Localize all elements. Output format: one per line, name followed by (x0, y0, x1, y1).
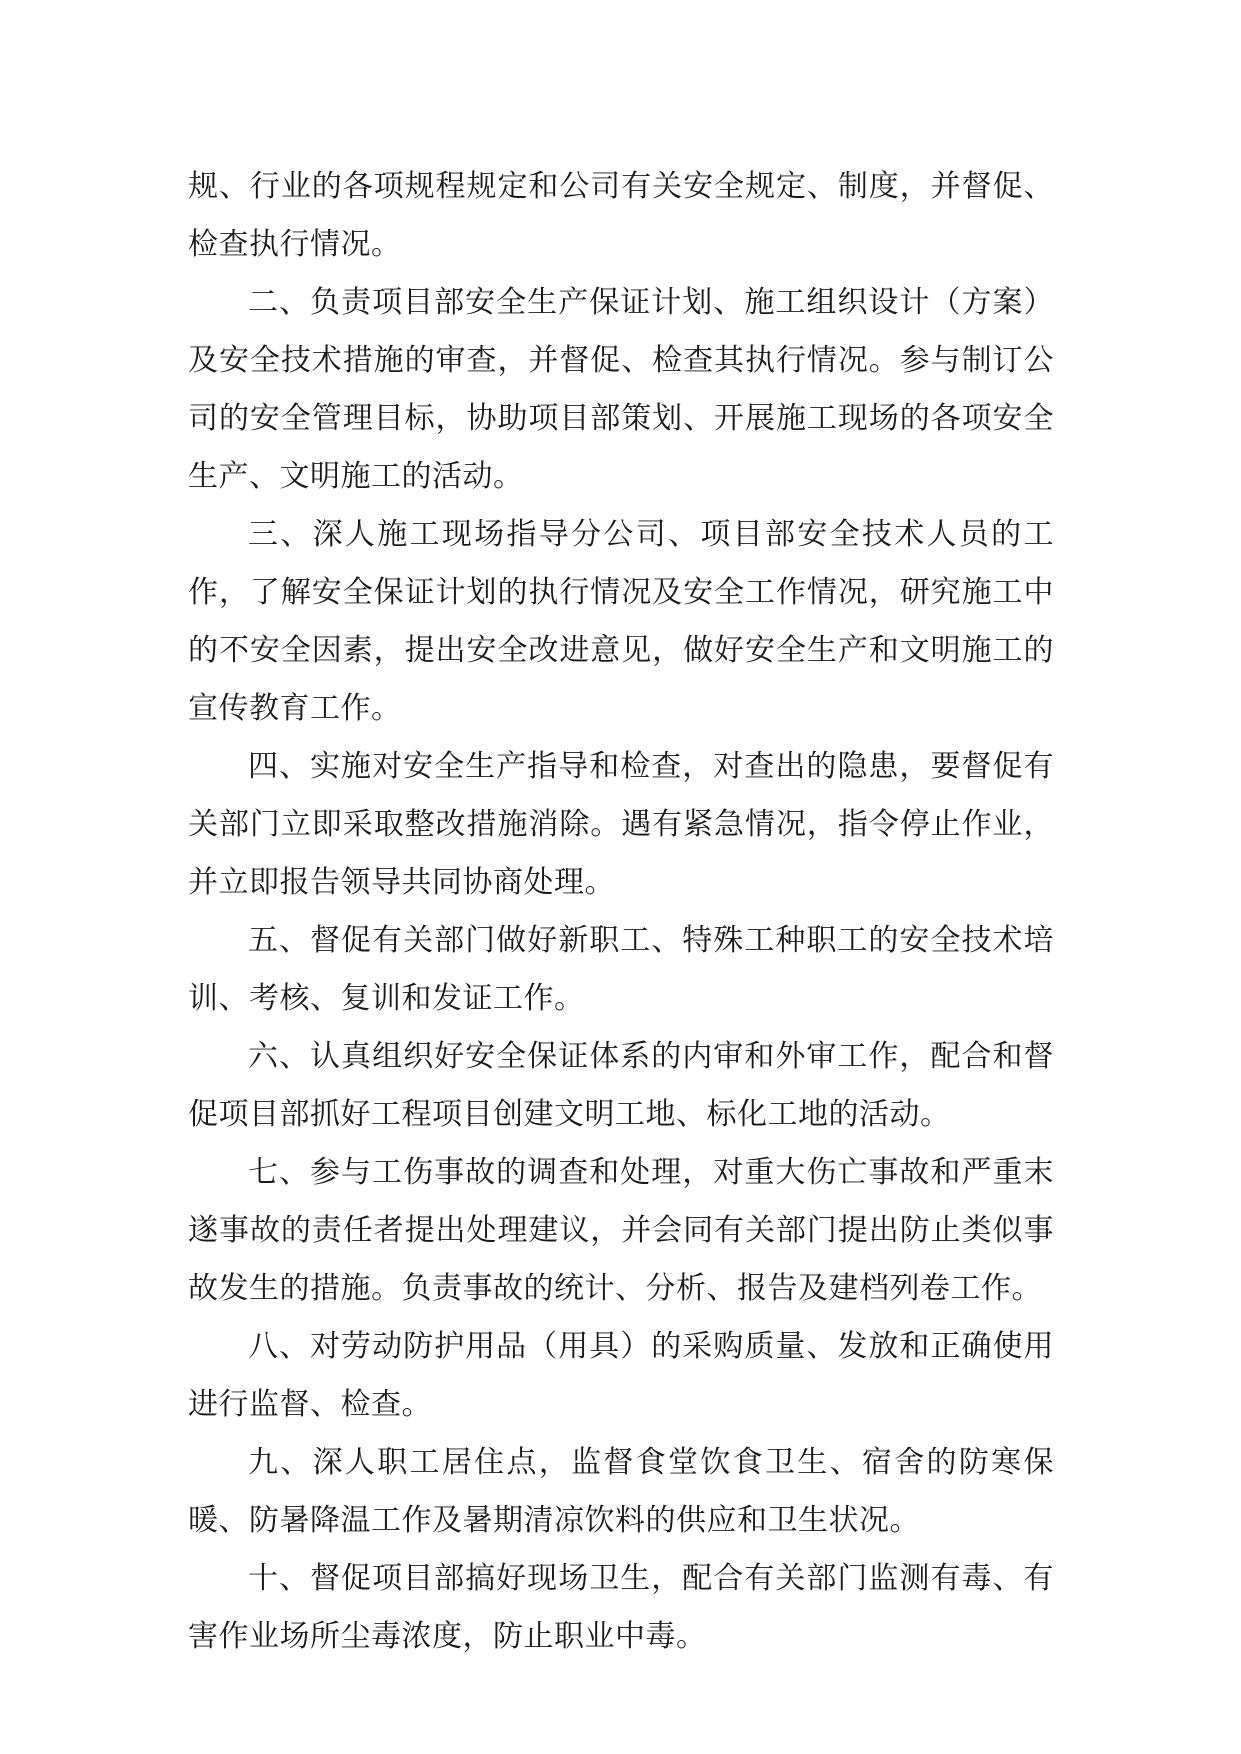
paragraph-item-5: 五、督促有关部门做好新职工、特殊工种职工的安全技术培训、考核、复训和发证工作。 (188, 923, 1054, 1016)
paragraph-item-9: 九、深人职工居住点，监督食堂饮食卫生、宿舍的防寒保暖、防暑降温工作及暑期清凉饮料的供应和卫生状况。 (188, 1445, 1054, 1538)
paragraph-item-8: 八、对劳动防护用品（用具）的采购质量、发放和正确使用进行监督、检查。 (188, 1329, 1054, 1422)
paragraph-item-4: 四、实施对安全生产指导和检查，对查出的隐患，要督促有关部门立即采取整改措施消除。遇有紧急情况，指令停止作业，并立即报告领导共同协商处理。 (188, 749, 1054, 900)
document-body (188, 158, 1054, 1666)
paragraph-item-2: 二、负责项目部安全生产保证计划、施工组织设计（方案）及安全技术措施的审查，并督促、检查其执行情况。参与制订公司的安全管理目标，协助项目部策划、开展施工现场的各项安全生产、文明施工的活动。 (188, 285, 1054, 494)
paragraph-item-6: 六、认真组织好安全保证体系的内审和外审工作，配合和督促项目部抓好工程项目创建文明工地、标化工地的活动。 (188, 1039, 1054, 1132)
paragraph-item-3: 三、深人施工现场指导分公司、项目部安全技术人员的工作，了解安全保证计划的执行情况及安全工作情况，研究施工中的不安全因素，提出安全改进意见，做好安全生产和文明施工的宣传教育工作。 (188, 517, 1054, 726)
paragraph-item-7: 七、参与工伤事故的调查和处理，对重大伤亡事故和严重末遂事故的责任者提出处理建议，并会同有关部门提出防止类似事故发生的措施。负责事故的统计、分析、报告及建档列卷工作。 (188, 1155, 1054, 1306)
paragraph-continuation: 规、行业的各项规程规定和公司有关安全规定、制度，并督促、检查执行情况。 (188, 169, 1054, 262)
paragraph-item-10: 十、督促项目部搞好现场卫生，配合有关部门监测有毒、有害作业场所尘毒浓度，防止职业中毒。 (188, 1561, 1054, 1654)
